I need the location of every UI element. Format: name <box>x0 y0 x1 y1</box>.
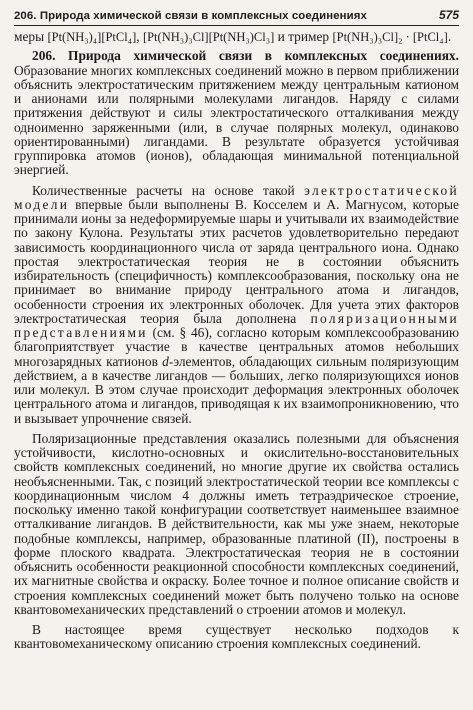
paragraph-polarization: Поляризационные представления оказались полезными для объяснения устойчивости, кислотно-основных и окислительно-восстановительных свойств комплексных соединений, но многие другие их свойства остались необъясненными. Так, с позиций электростатической теории все комплексы с координационным числом 4 должны иметь тетраэдрическое строение, поскольку именно такой конфигурации соответствует наименьшее взаимное отталкивание лигандов. В действительности, как мы уже знаем, некоторые подобные комплексы, например, образованные платиной (II), построены в форме плоского квадрата. Электростатическая теория не в состоянии объяснить особенности реакционной способности комплексных соединений, их магнитные свойства и окраску. Более точное и полное описание свойств и строения комплексных соединений может быть получено только на основе квантовомеханических представлений о строении атомов и молекул. <box>14 430 459 617</box>
section-number: 206. <box>32 48 56 64</box>
spaced-term: поляризационными представлениями <box>14 310 459 340</box>
continuation-paragraph: меры [Pt(NH₃)₄][PtCl₄], [Pt(NH₃)₃Cl][Pt(NH₃)Cl₃] и тример [Pt(NH₃)₃Cl]₂ · [PtCl₄]. <box>14 29 452 44</box>
spaced-term: электростатической модели <box>14 182 459 212</box>
paragraph-quantum: В настоящее время существует несколько подходов к квантовомеханическому описанию строения комплексных соединений. <box>14 622 459 652</box>
formula: [Pt(NH₃)₄][PtCl₄] <box>47 30 137 44</box>
formula: [Pt(NH₃)₃Cl]₂ · [PtCl₄] <box>332 30 448 44</box>
section-title: Природа химической связи в комплексных соединениях. <box>68 48 459 64</box>
section-paragraph <box>14 49 459 177</box>
paragraph-electrostatic-model: Количественные расчеты на основе такой электростатической модели впервые были выполнены В. Косселем и А. Магнусом, которые принимали ионы за недеформируемые шары и учитывали их взаимодействие по закону Кулона. Результаты этих расчетов удовлетворительно передают зависимость координационного числа от заряда центрального иона. Однако простая электростатическая теория не в состоянии объяснить избирательность (специфичность) комплексообразования, поскольку она не принимает во внимание природу центрального атома и лигандов, особенности строения их электронных оболочек. Для учета этих факторов электростатическая теория была дополнена поляризационными представлениями (см. § 46), согласно которым комплексообразованию благоприятствует участие в качестве центральных атомов небольших многозарядных катионов d-элементов, обладающих сильным поляризующим действием, а в качестве лигандов — больших, легко поляризующихся ионов или молекул. В этом случае происходит деформация электронных оболочек центрального атома и лигандов, приводящая к их взаимопроникновению, что и вызывает упрочнение связей. <box>14 182 459 426</box>
d-letter: d <box>162 353 169 369</box>
running-title: 206. Природа химической связи в комплексных соединениях <box>14 10 367 22</box>
section-text: Образование многих комплексных соединений можно в первом приближении объяснить электростатическим притяжением между центральным катионом и анионами или полярными молекулами лигандов. Наряду с силами притяжения действуют и силы электростатического отталкивания между одноименно заряженными (или, в случае полярных молекул, одинаково ориентированными) лигандами. В результате образуется устойчивая группировка атомов (ионов), обладающая минимальной потенциальной энергией. <box>14 62 459 178</box>
running-header <box>14 8 459 26</box>
page-number: 575 <box>438 8 459 22</box>
formula: [Pt(NH₃)₃Cl][Pt(NH₃)Cl₃] <box>142 30 275 44</box>
